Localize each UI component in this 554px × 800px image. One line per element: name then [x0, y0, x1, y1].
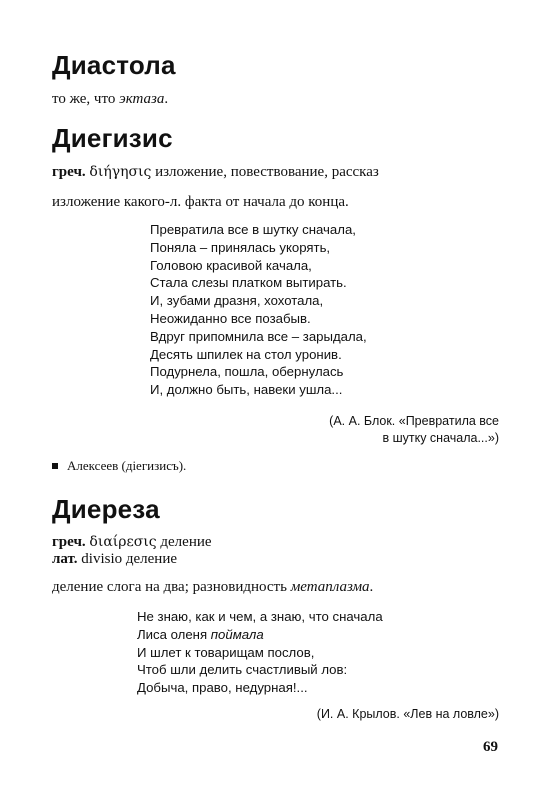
square-bullet-icon [52, 463, 58, 469]
entry-term-diastola: Диастола [52, 50, 176, 80]
poem-line: Головою красивой качала, [150, 257, 312, 273]
origin-word: διήγησις [89, 164, 152, 180]
poem-line: Чтоб шли делить счастливый лов: [137, 662, 348, 678]
definition-crossref: метаплазма [290, 579, 370, 595]
poem-line: Десять шпилек на стол уронив. [150, 346, 342, 362]
poem-krylov [137, 608, 383, 697]
attribution-blok [329, 413, 499, 447]
poem-line-text: Лиса оленя [137, 626, 211, 642]
poem-line: Не знаю, как и чем, а знаю, что сначала [137, 609, 383, 624]
origin-gloss: деление [125, 551, 178, 567]
poem-line: Неожиданно все позабыв. [150, 310, 311, 326]
poem-blok [150, 221, 367, 399]
origin-word: διαίρεσις [89, 534, 157, 550]
entry-definition-diastola [52, 90, 168, 109]
poem-line: И шлет к товарищам послов, [137, 644, 315, 660]
origin-language: греч. [52, 534, 86, 550]
poem-italic-word: поймала [210, 626, 264, 642]
reference-text: Алексеев (дiегизисъ). [67, 458, 187, 473]
entry-etymology-diegisis [52, 163, 379, 182]
attribution-line: (И. А. Крылов. «Лев на ловле») [316, 707, 499, 721]
poem-line: Добыча, право, недурная!... [137, 680, 308, 696]
origin-gloss: изложение, повествование, рассказ [155, 164, 379, 180]
entry-definition-diereza [52, 578, 373, 597]
poem-line: И, должно быть, навеки ушла... [150, 382, 343, 398]
origin-language: лат. [52, 551, 78, 567]
definition-text: то же, что [52, 91, 120, 107]
entry-term-diereza: Диереза [52, 494, 160, 524]
definition-crossref: эктаза [119, 91, 165, 107]
entry-term-diegisis: Диегизис [52, 123, 173, 153]
poem-line: И, зубами дразня, хохотала, [150, 293, 324, 309]
poem-line: Превратила все в шутку сначала, [150, 222, 356, 237]
attribution-line: (А. А. Блок. «Превратила все [329, 414, 499, 428]
poem-line: Поняла – принялась укорять, [150, 239, 331, 255]
poem-line: Подурнела, пошла, обернулась [150, 364, 344, 380]
poem-line: Вдруг припомнила все – зарыдала, [150, 328, 367, 344]
origin-gloss: деление [160, 534, 212, 550]
reference-note [52, 458, 186, 474]
page-number: 69 [483, 739, 498, 755]
entry-etymology-latin [52, 550, 177, 569]
attribution-krylov [317, 706, 499, 723]
poem-line: Стала слезы платком вытирать. [150, 275, 347, 291]
entry-definition-diegisis: изложение какого-л. факта от начала до конца. [52, 194, 349, 210]
poem-line [137, 626, 383, 644]
definition-punct: . [164, 91, 169, 107]
origin-language: греч. [52, 164, 86, 180]
definition-punct: . [369, 579, 374, 595]
definition-text: деление слога на два; разновидность [52, 579, 291, 595]
origin-word: divisio [81, 551, 123, 567]
attribution-line: в шутку сначала...») [382, 431, 499, 445]
